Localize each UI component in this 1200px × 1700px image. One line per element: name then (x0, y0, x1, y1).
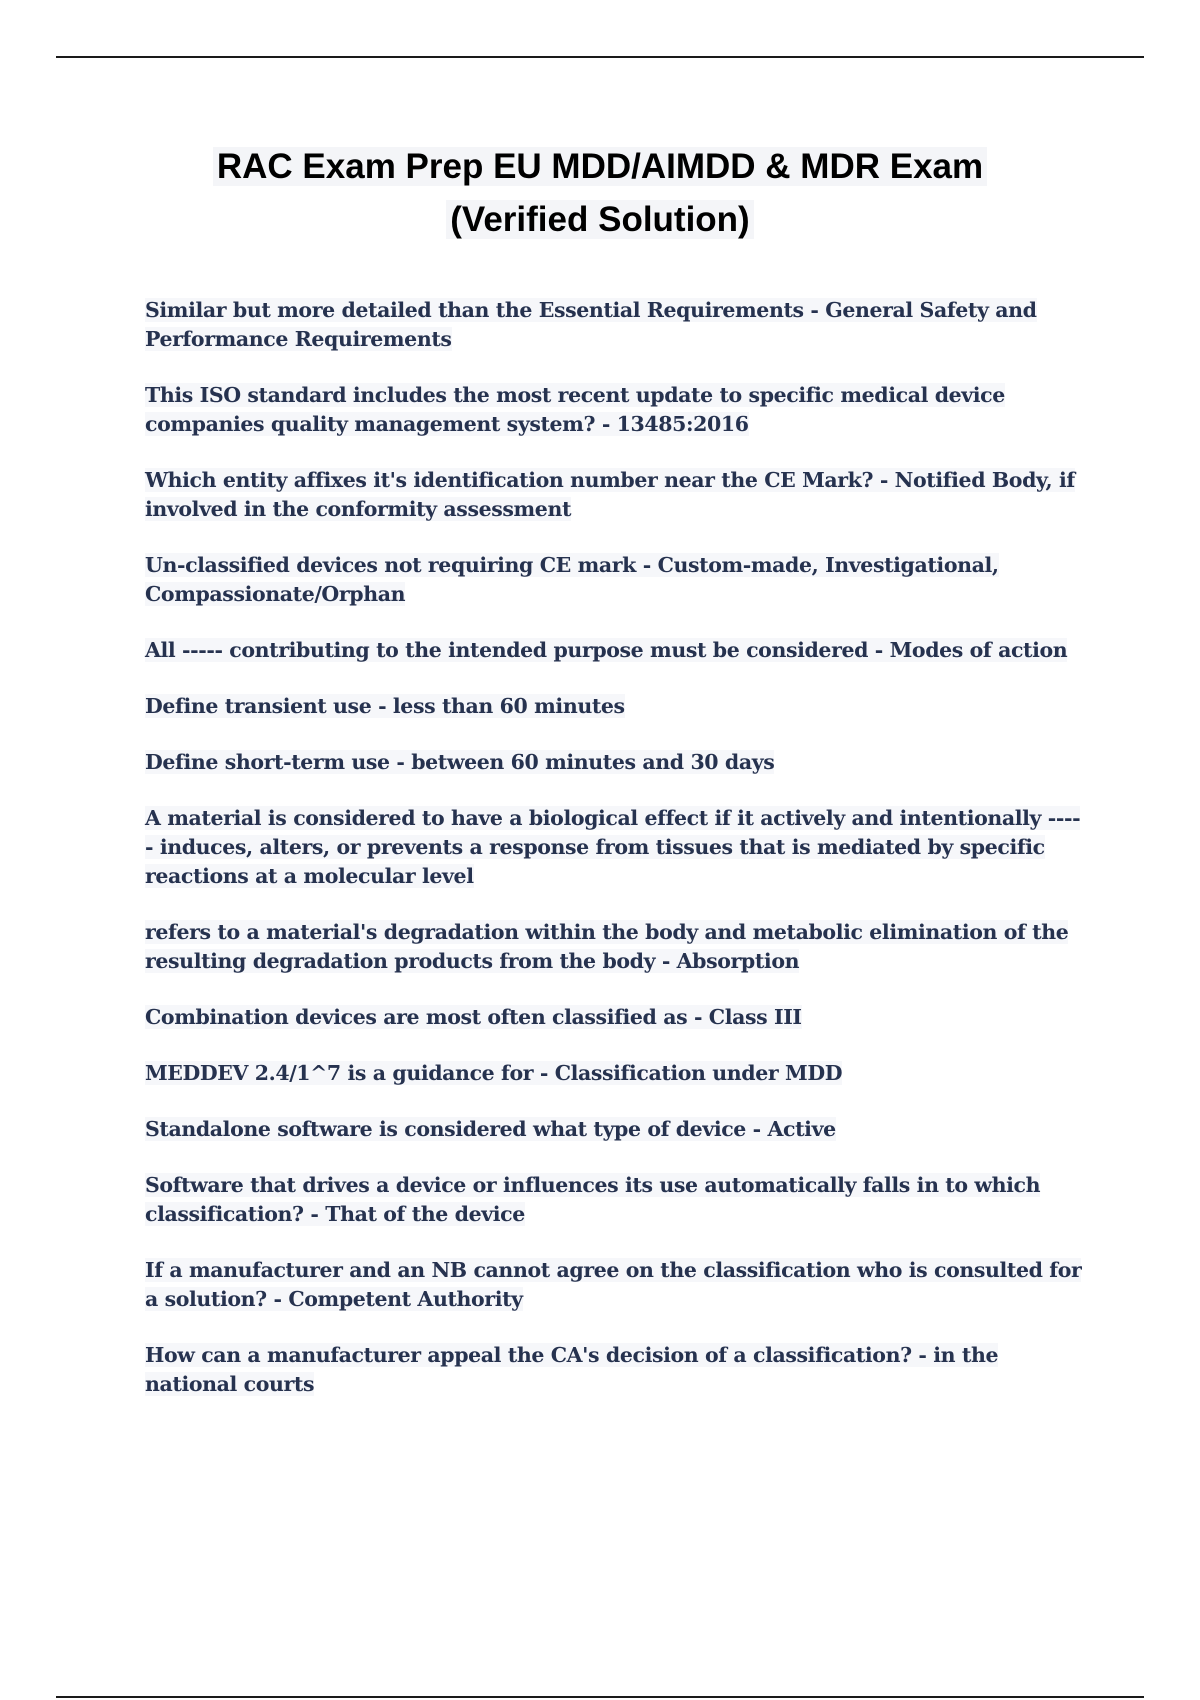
qa-list (145, 296, 1090, 1426)
qa-item: If a manufacturer and an NB cannot agree on the classification who is consulted for a solution? - Competent Authority (145, 1258, 1082, 1311)
page-title (120, 140, 1080, 246)
bottom-rule (56, 1696, 1144, 1698)
qa-item: Similar but more detailed than the Essential Requirements - General Safety and Performance Requirements (145, 298, 1037, 351)
qa-item: refers to a material's degradation within the body and metabolic elimination of the resulting degradation products from the body - Absorption (145, 920, 1069, 973)
qa-item: Combination devices are most often classified as - Class III (145, 1005, 802, 1029)
qa-item: Define short-term use - between 60 minutes and 30 days (145, 750, 775, 774)
title-line-2: (Verified Solution) (446, 200, 753, 239)
qa-item: This ISO standard includes the most recent update to specific medical device companies quality management system? - 13485:2016 (145, 383, 1005, 436)
qa-item: How can a manufacturer appeal the CA's decision of a classification? - in the national courts (145, 1343, 999, 1396)
title-line-1: RAC Exam Prep EU MDD/AIMDD & MDR Exam (213, 147, 987, 186)
qa-item: Software that drives a device or influences its use automatically falls in to which classification? - That of the device (145, 1173, 1041, 1226)
qa-item: All ----- contributing to the intended purpose must be considered - Modes of action (145, 638, 1068, 662)
qa-item: Which entity affixes it's identification number near the CE Mark? - Notified Body, if involved in the conformity assessment (145, 468, 1075, 521)
qa-item: Standalone software is considered what type of device - Active (145, 1117, 836, 1141)
qa-item: MEDDEV 2.4/1^7 is a guidance for - Classification under MDD (145, 1061, 843, 1085)
qa-item: Define transient use - less than 60 minutes (145, 694, 625, 718)
qa-item: A material is considered to have a biological effect if it actively and intentionally ---- - induces, alters, or prevents a response from tissues that is mediated by specific reactions at a molecular level (145, 806, 1081, 888)
qa-item: Un-classified devices not requiring CE mark - Custom-made, Investigational, Compassionate/Orphan (145, 553, 999, 606)
top-rule (56, 56, 1144, 58)
